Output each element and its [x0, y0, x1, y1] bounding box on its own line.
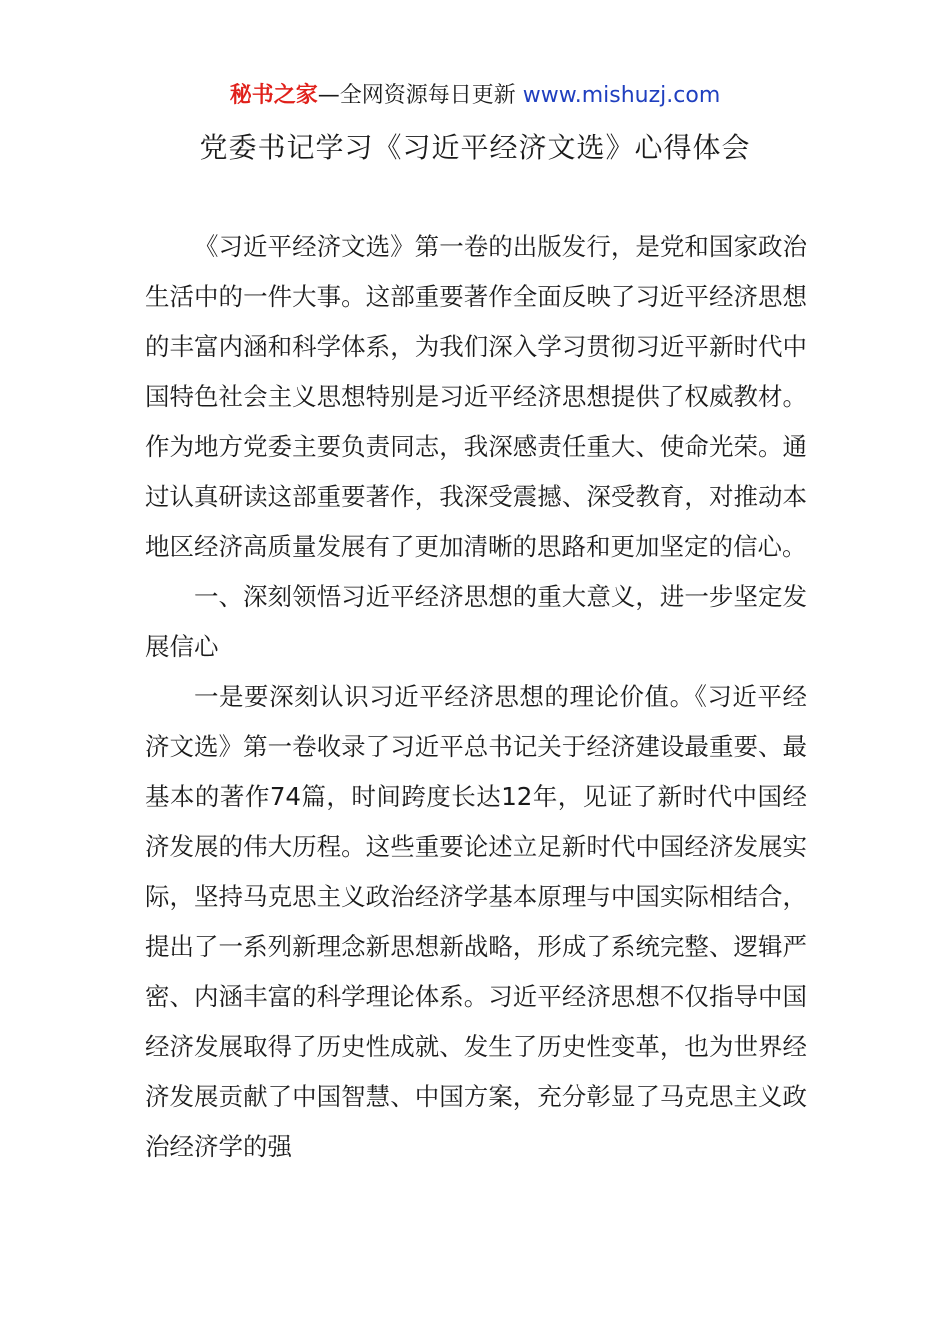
body-paragraph: 一是要深刻认识习近平经济思想的理论价值。《习近平经济文选》第一卷收录了习近平总书记关于经济建设最重要、最基本的著作74篇，时间跨度长达12年，见证了新时代中国经济发展的伟大历程。这些重要论述立足新时代中国经济发展实际，坚持马克思主义政治经济学基本原理与中国实际相结合，提出了一系列新理念新思想新战略，形成了系统完整、逻辑严密、内涵丰富的科学理论体系。习近平经济思想不仅指导中国经济发展取得了历史性成就、发生了历史性变革，也为世界经济发展贡献了中国智慧、中国方案，充分彰显了马克思主义政治经济学的强 — [145, 682, 807, 1161]
intro-paragraph: 《习近平经济文选》第一卷的出版发行，是党和国家政治生活中的一件大事。这部重要著作全面反映了习近平经济思想的丰富内涵和科学体系，为我们深入学习贯彻习近平新时代中国特色社会主义思想特别是习近平经济思想提供了权威教材。作为地方党委主要负责同志，我深感责任重大、使命光荣。通过认真研读这部重要著作，我深受震撼、深受教育，对推动本地区经济高质量发展有了更加清晰的思路和更加坚定的信心。 — [145, 232, 807, 561]
document-title: 党委书记学习《习近平经济文选》心得体会 — [199, 131, 751, 164]
document-body — [145, 222, 807, 1172]
section-heading-1: 一、深刻领悟习近平经济思想的重大意义，进一步坚定发展信心 — [145, 582, 807, 661]
site-url-link[interactable]: www.mishuzj.com — [522, 83, 721, 108]
site-header — [0, 80, 950, 112]
brand-name: 秘书之家 — [229, 83, 318, 108]
header-tagline: —全网资源每日更新 — [317, 83, 523, 108]
